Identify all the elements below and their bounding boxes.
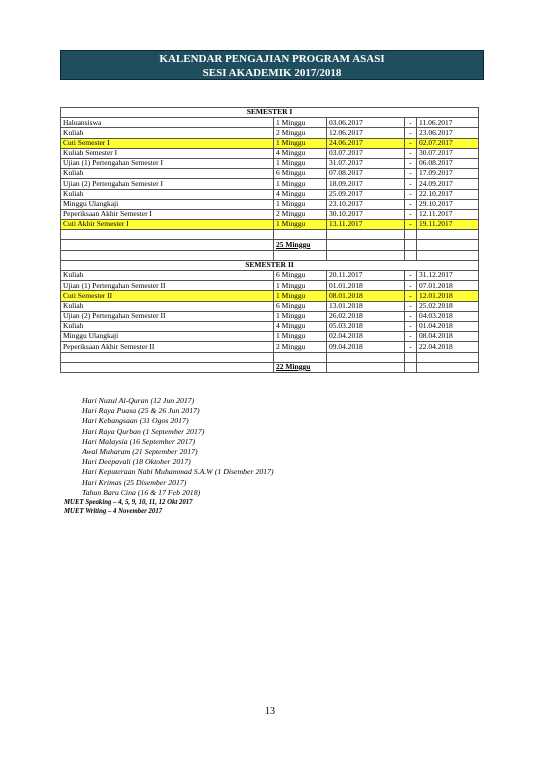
activity-cell: Peperiksaan Akhir Semester II bbox=[61, 342, 274, 352]
date-separator: - bbox=[405, 169, 417, 179]
end-date-cell: 29.10.2017 bbox=[417, 199, 479, 209]
activity-cell: Ujian (2) Pertengahan Semester I bbox=[61, 179, 274, 189]
end-date-cell: 07.01.2018 bbox=[417, 281, 479, 291]
holiday-item: Hari Deepavali (18 Oktober 2017) bbox=[82, 457, 191, 467]
start-date-cell: 12.06.2017 bbox=[327, 128, 405, 138]
date-separator: - bbox=[405, 138, 417, 148]
date-separator: - bbox=[405, 342, 417, 352]
page-number: 13 bbox=[265, 706, 275, 717]
activity-cell: Cuti Semester II bbox=[61, 291, 274, 301]
duration-cell: 1 Minggu bbox=[274, 158, 327, 168]
table-row bbox=[61, 332, 479, 342]
holiday-item: Awal Muharam (21 September 2017) bbox=[82, 447, 198, 457]
end-date-cell: 12.11.2017 bbox=[417, 209, 479, 219]
table-row bbox=[61, 118, 479, 128]
holiday-item: Hari Malaysia (16 September 2017) bbox=[82, 436, 196, 446]
start-date-cell: 02.04.2018 bbox=[327, 332, 405, 342]
activity-cell: Ujian (1) Pertengahan Semester II bbox=[61, 281, 274, 291]
activity-cell: Minggu Ulangkaji bbox=[61, 199, 274, 209]
start-date-cell: 03.06.2017 bbox=[327, 118, 405, 128]
activity-cell: Kuliah bbox=[61, 301, 274, 311]
table-row bbox=[61, 311, 479, 321]
start-date-cell: 25.09.2017 bbox=[327, 189, 405, 199]
end-date-cell: 30.07.2017 bbox=[417, 148, 479, 158]
end-date-cell: 06.08.2017 bbox=[417, 158, 479, 168]
start-date-cell: 31.07.2017 bbox=[327, 158, 405, 168]
table-row bbox=[61, 179, 479, 189]
semester-1-total-row bbox=[61, 240, 479, 250]
duration-cell: 1 Minggu bbox=[274, 199, 327, 209]
page-title-box bbox=[60, 50, 484, 80]
duration-cell: 4 Minggu bbox=[274, 321, 327, 331]
table-row bbox=[61, 158, 479, 168]
end-date-cell: 23.06.2017 bbox=[417, 128, 479, 138]
activity-cell: Kuliah bbox=[61, 189, 274, 199]
holiday-item: Hari Raya Qurban (1 September 2017) bbox=[82, 426, 205, 436]
activity-cell: Kuliah bbox=[61, 271, 274, 281]
table-row bbox=[61, 281, 479, 291]
table-row bbox=[61, 209, 479, 219]
duration-cell: 1 Minggu bbox=[274, 138, 327, 148]
table-row bbox=[61, 138, 479, 148]
table-row bbox=[61, 291, 479, 301]
start-date-cell: 24.06.2017 bbox=[327, 138, 405, 148]
date-separator: - bbox=[405, 271, 417, 281]
start-date-cell: 13.01.2018 bbox=[327, 301, 405, 311]
empty-row bbox=[61, 230, 479, 240]
date-separator: - bbox=[405, 128, 417, 138]
table-row bbox=[61, 342, 479, 352]
duration-cell: 1 Minggu bbox=[274, 332, 327, 342]
semester-2-total: 22 Minggu bbox=[274, 362, 327, 372]
muet-speaking: MUET Speaking – 4, 5, 9, 10, 11, 12 Okt 2017 bbox=[64, 499, 193, 506]
start-date-cell: 03.07.2017 bbox=[327, 148, 405, 158]
table-row bbox=[61, 220, 479, 230]
end-date-cell: 31.12.2017 bbox=[417, 271, 479, 281]
semester-2-total-row bbox=[61, 362, 479, 372]
date-separator: - bbox=[405, 179, 417, 189]
end-date-cell: 11.06.2017 bbox=[417, 118, 479, 128]
date-separator: - bbox=[405, 332, 417, 342]
end-date-cell: 08.04.2018 bbox=[417, 332, 479, 342]
start-date-cell: 13.11.2017 bbox=[327, 220, 405, 230]
date-separator: - bbox=[405, 209, 417, 219]
activity-cell: Peperiksaan Akhir Semester I bbox=[61, 209, 274, 219]
calendar-table-body bbox=[61, 108, 479, 373]
date-separator: - bbox=[405, 148, 417, 158]
activity-cell: Kuliah bbox=[61, 128, 274, 138]
end-date-cell: 25.02.2018 bbox=[417, 301, 479, 311]
activity-cell: Cuti Semester I bbox=[61, 138, 274, 148]
end-date-cell: 04.03.2018 bbox=[417, 311, 479, 321]
semester-1-total: 25 Minggu bbox=[274, 240, 327, 250]
semester-2-header-row bbox=[61, 260, 479, 270]
start-date-cell: 07.08.2017 bbox=[327, 169, 405, 179]
end-date-cell: 17.09.2017 bbox=[417, 169, 479, 179]
semester-1-header-row bbox=[61, 108, 479, 118]
duration-cell: 1 Minggu bbox=[274, 118, 327, 128]
activity-cell: Ujian (2) Pertengahan Semester II bbox=[61, 311, 274, 321]
duration-cell: 6 Minggu bbox=[274, 301, 327, 311]
duration-cell: 4 Minggu bbox=[274, 189, 327, 199]
date-separator: - bbox=[405, 301, 417, 311]
start-date-cell: 18.09.2017 bbox=[327, 179, 405, 189]
date-separator: - bbox=[405, 281, 417, 291]
start-date-cell: 08.01.2018 bbox=[327, 291, 405, 301]
date-separator: - bbox=[405, 321, 417, 331]
muet-notes bbox=[64, 498, 193, 516]
semester-2-header: SEMESTER II bbox=[61, 260, 479, 270]
start-date-cell: 20.11.2017 bbox=[327, 271, 405, 281]
holiday-item: Hari Keputeraan Nabi Muhammad S.A.W (1 Disember 2017) bbox=[82, 467, 274, 477]
muet-writing: MUET Writing – 4 November 2017 bbox=[64, 508, 163, 515]
duration-cell: 2 Minggu bbox=[274, 128, 327, 138]
date-separator: - bbox=[405, 189, 417, 199]
table-row bbox=[61, 199, 479, 209]
activity-cell: Cuti Akhir Semester I bbox=[61, 220, 274, 230]
duration-cell: 1 Minggu bbox=[274, 291, 327, 301]
date-separator: - bbox=[405, 291, 417, 301]
duration-cell: 1 Minggu bbox=[274, 281, 327, 291]
start-date-cell: 01.01.2018 bbox=[327, 281, 405, 291]
title-line-1: KALENDAR PENGAJIAN PROGRAM ASASI bbox=[159, 53, 385, 65]
start-date-cell: 09.04.2018 bbox=[327, 342, 405, 352]
holiday-item: Hari Krimas (25 Disember 2017) bbox=[82, 477, 187, 487]
end-date-cell: 24.09.2017 bbox=[417, 179, 479, 189]
holiday-list bbox=[82, 396, 274, 498]
table-row bbox=[61, 169, 479, 179]
empty-row bbox=[61, 250, 479, 260]
activity-cell: Kuliah bbox=[61, 169, 274, 179]
holiday-item: Tahun Baru Cina (16 & 17 Feb 2018) bbox=[82, 487, 201, 497]
duration-cell: 2 Minggu bbox=[274, 209, 327, 219]
empty-row bbox=[61, 352, 479, 362]
duration-cell: 6 Minggu bbox=[274, 169, 327, 179]
table-row bbox=[61, 128, 479, 138]
table-row bbox=[61, 148, 479, 158]
table-row bbox=[61, 189, 479, 199]
activity-cell: Minggu Ulangkaji bbox=[61, 332, 274, 342]
start-date-cell: 05.03.2018 bbox=[327, 321, 405, 331]
end-date-cell: 02.07.2017 bbox=[417, 138, 479, 148]
date-separator: - bbox=[405, 220, 417, 230]
table-row bbox=[61, 301, 479, 311]
activity-cell: Kuliah Semester I bbox=[61, 148, 274, 158]
date-separator: - bbox=[405, 199, 417, 209]
start-date-cell: 26.02.2018 bbox=[327, 311, 405, 321]
end-date-cell: 22.04.2018 bbox=[417, 342, 479, 352]
end-date-cell: 12.01.2018 bbox=[417, 291, 479, 301]
title-line-2: SESI AKADEMIK 2017/2018 bbox=[202, 67, 342, 79]
duration-cell: 2 Minggu bbox=[274, 342, 327, 352]
table-row bbox=[61, 271, 479, 281]
holiday-item: Hari Raya Puasa (25 & 26 Jun 2017) bbox=[82, 406, 200, 416]
holiday-item: Hari Kebangsaan (31 Ogos 2017) bbox=[82, 416, 189, 426]
end-date-cell: 19.11.2017 bbox=[417, 220, 479, 230]
date-separator: - bbox=[405, 118, 417, 128]
duration-cell: 6 Minggu bbox=[274, 271, 327, 281]
end-date-cell: 22.10.2017 bbox=[417, 189, 479, 199]
start-date-cell: 30.10.2017 bbox=[327, 209, 405, 219]
activity-cell: Haluansiswa bbox=[61, 118, 274, 128]
end-date-cell: 01.04.2018 bbox=[417, 321, 479, 331]
duration-cell: 1 Minggu bbox=[274, 179, 327, 189]
duration-cell: 1 Minggu bbox=[274, 311, 327, 321]
semester-1-header: SEMESTER I bbox=[61, 108, 479, 118]
holiday-item: Hari Nuzul Al-Quran (12 Jun 2017) bbox=[82, 396, 195, 405]
calendar-table bbox=[60, 107, 479, 373]
activity-cell: Kuliah bbox=[61, 321, 274, 331]
duration-cell: 1 Minggu bbox=[274, 220, 327, 230]
duration-cell: 4 Minggu bbox=[274, 148, 327, 158]
table-row bbox=[61, 321, 479, 331]
date-separator: - bbox=[405, 311, 417, 321]
date-separator: - bbox=[405, 158, 417, 168]
activity-cell: Ujian (1) Pertengahan Semester I bbox=[61, 158, 274, 168]
start-date-cell: 23.10.2017 bbox=[327, 199, 405, 209]
